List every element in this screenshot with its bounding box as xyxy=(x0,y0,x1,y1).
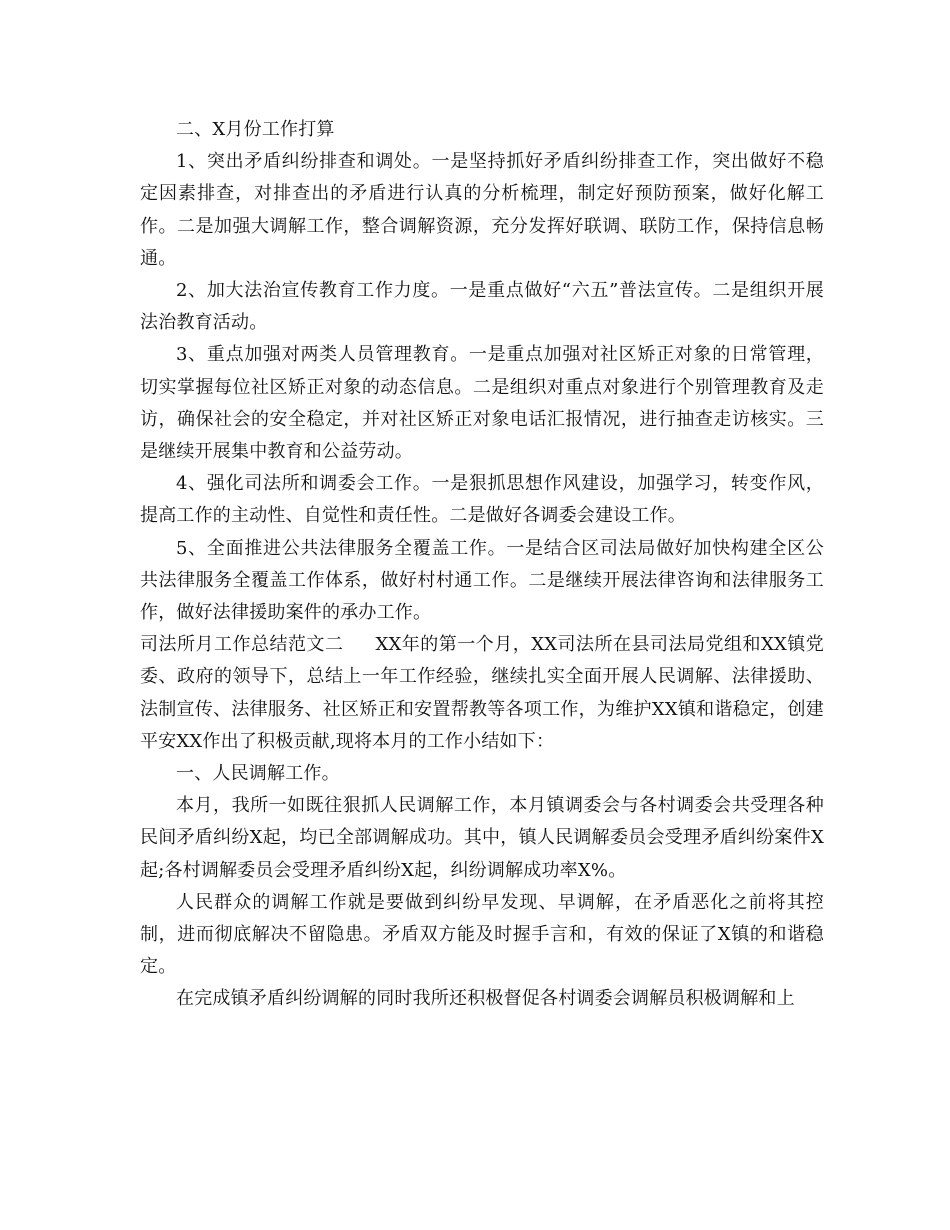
sample-two-paragraph xyxy=(140,629,824,758)
plan-item-5: 5、全面推进公共法律服务全覆盖工作。一是结合区司法局做好加快构建全区公共法律服务全覆盖工作体系，做好村村通工作。二是继续开展法律咨询和法律服务工作，做好法律援助案件的承办工作。 xyxy=(140,537,824,624)
plan-item-2: 2、加大法治宣传教育工作力度。一是重点做好“六五”普法宣传。二是组织开展法治教育活动。 xyxy=(140,280,824,334)
section-heading-plan: 二、X月份工作打算 xyxy=(176,119,335,140)
section-heading-mediation: 一、人民调解工作。 xyxy=(176,763,340,785)
mediation-paragraph-2: 人民群众的调解工作就是要做到纠纷早发现、早调解，在矛盾恶化之前将其控制，进而彻底解决不留隐患。矛盾双方能及时握手言和，有效的保证了X镇的和谐稳定。 xyxy=(140,891,824,978)
plan-item-1: 1、突出矛盾纠纷排查和调处。一是坚持抓好矛盾纠纷排查工作，突出做好不稳定因素排查，对排查出的矛盾进行认真的分析梳理，制定好预防预案，做好化解工作。二是加强大调解工作，整合调解资源，充分发挥好联调、联防工作，保持信息畅通。 xyxy=(140,151,824,269)
sample-two-body: XX年的第一个月，XX司法所在县司法局党组和XX镇党委、政府的领导下，总结上一年工作经验，继续扎实全面开展人民调解、法律援助、法制宣传、法律服务、社区矫正和安置帮教等各项工作，为维护XX镇和谐稳定，创建平安XX作出了积极贡献,现将本月的工作小结如下： xyxy=(140,634,824,752)
mediation-paragraph-1: 本月，我所一如既往狠抓人民调解工作，本月镇调委会与各村调委会共受理各种民间矛盾纠纷X起，均已全部调解成功。其中，镇人民调解委员会受理矛盾纠纷案件X起;各村调解委员会受理矛盾纠纷X起，纠纷调解成功率X%。 xyxy=(140,795,824,881)
plan-item-3: 3、重点加强对两类人员管理教育。一是重点加强对社区矫正对象的日常管理，切实掌握每位社区矫正对象的动态信息。二是组织对重点对象进行个别管理教育及走访，确保社会的安全稳定，并对社区矫正对象电话汇报情况，进行抽查走访核实。三是继续开展集中教育和公益劳动。 xyxy=(140,344,824,463)
document-body xyxy=(140,114,824,1016)
sample-two-title: 司法所月工作总结范文二 xyxy=(140,634,344,656)
plan-item-4: 4、强化司法所和调委会工作。一是狠抓思想作风建设，加强学习，转变作风，提高工作的主动性、自觉性和责任性。二是做好各调委会建设工作。 xyxy=(140,473,824,527)
mediation-paragraph-3: 在完成镇矛盾纠纷调解的同时我所还积极督促各村调委会调解员积极调解和上 xyxy=(176,988,795,1010)
